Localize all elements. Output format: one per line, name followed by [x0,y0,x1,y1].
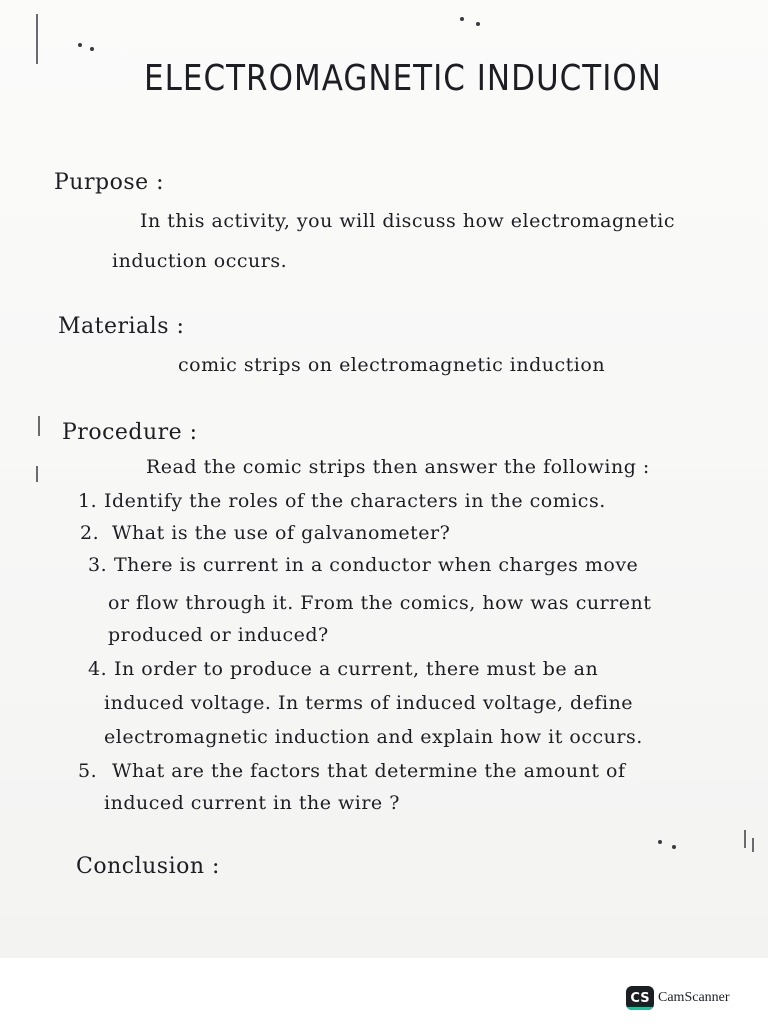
procedure-heading: Procedure : [62,420,198,445]
dot-mark [78,43,82,47]
dot-mark [460,17,464,21]
question-line: In order to produce a current, there must be an [114,658,599,680]
question-number: 2. [80,522,100,544]
materials-line: comic strips on electromagnetic induction [178,354,606,376]
conclusion-heading: Conclusion : [76,854,220,879]
question-line: electromagnetic induction and explain how it occurs. [104,726,643,748]
margin-mark-middle [38,416,40,436]
question-line: What are the factors that determine the amount of [112,760,626,782]
question-line: What is the use of galvanometer? [112,522,451,544]
camscanner-label: CamScanner [658,990,730,1005]
question-line: produced or induced? [108,624,329,646]
procedure-intro: Read the comic strips then answer the following : [146,456,650,478]
question-number: 3. [88,554,108,576]
question-line: There is current in a conductor when charges move [114,554,639,576]
question-number: 5. [78,760,98,782]
document-title: ELECTROMAGNETIC INDUCTION [144,58,662,100]
materials-heading: Materials : [58,314,185,339]
dot-mark [672,845,676,849]
purpose-line: In this activity, you will discuss how electromagnetic [140,210,676,232]
question-line: or flow through it. From the comics, how was current [108,592,652,614]
dot-mark [476,22,480,26]
camscanner-logo-icon: CS [626,986,654,1010]
margin-mark-right [744,830,746,848]
purpose-line: induction occurs. [112,250,288,272]
question-line: induced voltage. In terms of induced voltage, define [104,692,634,714]
question-line: Identify the roles of the characters in the comics. [104,490,606,512]
question-number: 1. [78,490,98,512]
margin-mark-lower [36,466,38,482]
question-number: 4. [88,658,108,680]
margin-mark-right [752,838,754,852]
camscanner-watermark [626,986,730,1010]
dot-mark [90,47,94,51]
margin-mark-top [36,14,38,64]
purpose-heading: Purpose : [54,170,165,195]
dot-mark [658,840,662,844]
question-line: induced current in the wire ? [104,792,400,814]
